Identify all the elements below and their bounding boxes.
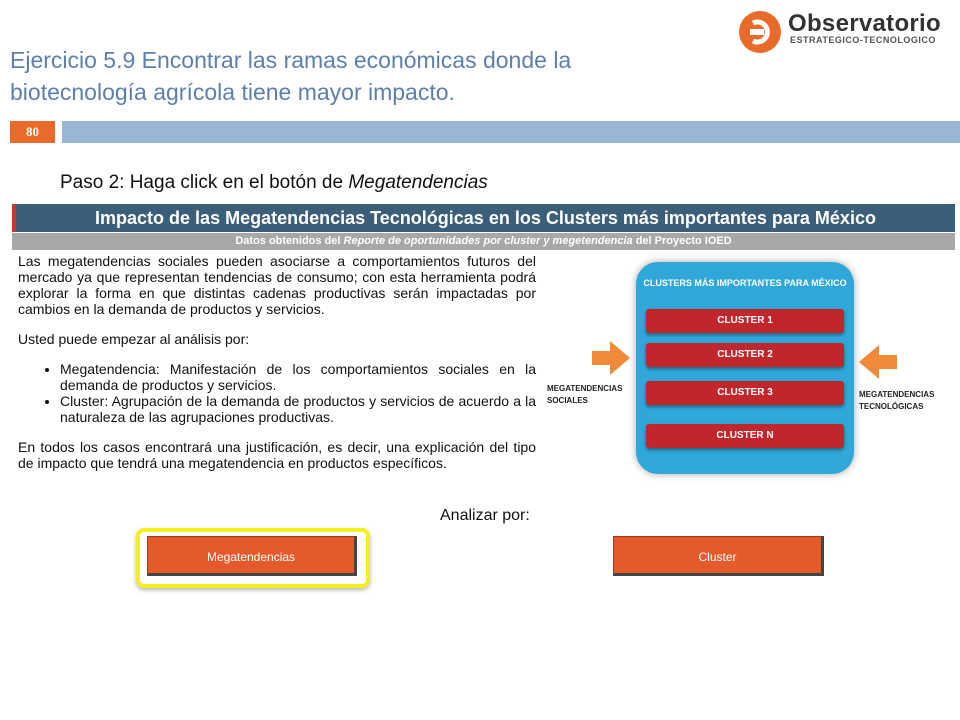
app-description	[18, 253, 536, 485]
list-item: • Cluster: Agrupación de la demanda de productos y servicios de acuerdo a la naturaleza de las agrupaciones productivas.	[60, 393, 536, 425]
megatendencias-tecnologicas-label: MEGATENDENCIAS TECNOLÓGICAS	[859, 390, 935, 411]
megatendencias-button[interactable]: Megatendencias	[147, 536, 357, 576]
header-bar	[62, 121, 960, 143]
analizar-label: Analizar por:	[440, 507, 530, 524]
subheader-text: Datos obtenidos del	[235, 235, 344, 247]
start-paragraph: Usted puede empezar al análisis por:	[18, 331, 250, 347]
cluster-button[interactable]: Cluster	[613, 536, 824, 576]
panel-title: CLUSTERS MÁS IMPORTANTES PARA MÉXICO	[643, 278, 847, 288]
cluster-item: CLUSTER 1	[646, 309, 844, 333]
app-header: Impacto de las Megatendencias Tecnológicas en los Clusters más importantes para México	[12, 204, 955, 232]
page-number-badge: 80	[10, 121, 55, 143]
cluster-item: CLUSTER 3	[646, 381, 844, 405]
analysis-options-list	[18, 361, 536, 425]
observatorio-logo-icon	[738, 10, 782, 54]
arrow-left-icon	[859, 345, 897, 379]
cluster-item: CLUSTER N	[646, 424, 844, 448]
arrow-right-icon	[592, 341, 630, 375]
subheader-report-title: Reporte de oportunidades por cluster y megetendencia	[343, 235, 633, 247]
list-item: • Megatendencia: Manifestación de los comportamientos sociales en la demanda de productos y servicios.	[60, 361, 536, 393]
step-text: Paso 2: Haga click en el botón de	[60, 172, 349, 193]
logo-subtitle: ESTRATEGICO-TECNOLOGICO	[790, 35, 936, 45]
closing-paragraph: En todos los casos encontrará una justificación, es decir, una explicación del tipo de impacto que tendrá una megatendencia en productos específicos.	[18, 439, 536, 471]
subheader-text-end: del Proyecto IOED	[632, 235, 732, 247]
slide-title: Ejercicio 5.9 Encontrar las ramas económicas donde la biotecnología agrícola tiene mayor impacto.	[10, 47, 572, 105]
app-subheader	[12, 233, 955, 250]
step-emphasis: Megatendencias	[348, 172, 488, 193]
logo-name: Observatorio	[788, 10, 941, 37]
clusters-panel	[636, 262, 854, 474]
highlight-frame	[136, 528, 370, 588]
megatendencias-sociales-label: MEGATENDENCIAS SOCIALES	[547, 384, 623, 405]
observatorio-logo	[738, 10, 953, 54]
cluster-item: CLUSTER 2	[646, 343, 844, 367]
intro-paragraph: Las megatendencias sociales pueden asociarse a comportamientos futuros del mercado ya que representan tendencias de consumo; con esta herramienta podrá explorar la forma en que distintas cadenas productivas serán impactadas por cambios en la demanda de productos y servicios.	[18, 253, 536, 317]
step-instruction	[60, 172, 488, 194]
